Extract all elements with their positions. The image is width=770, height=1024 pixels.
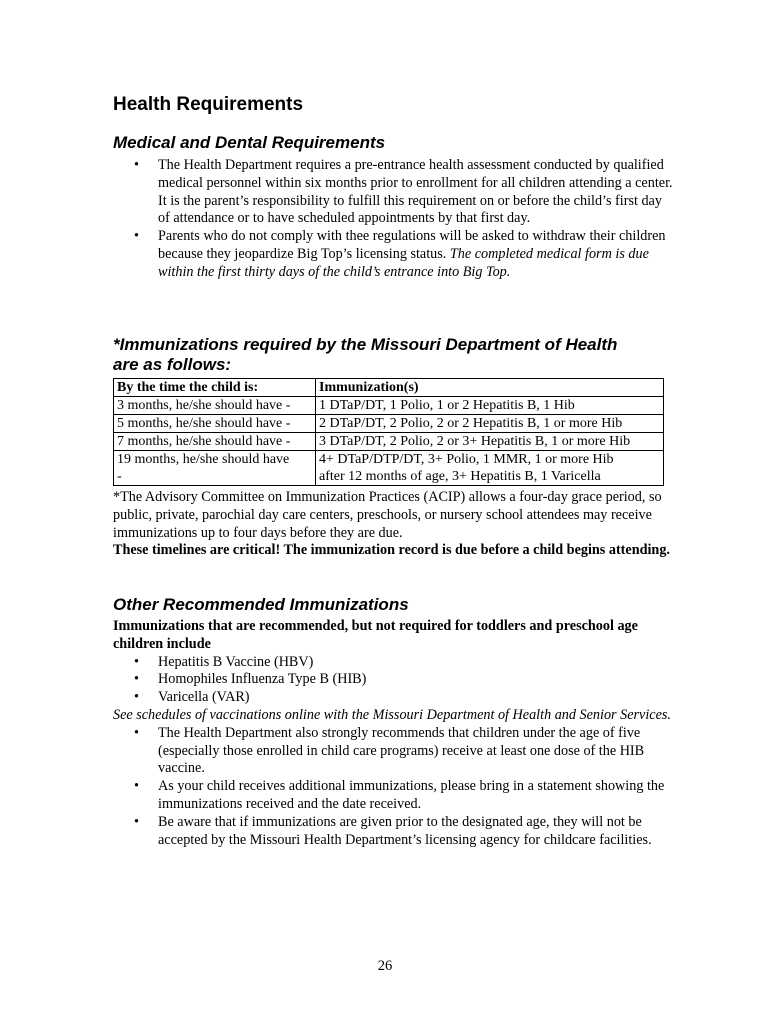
- vaccine-list: [113, 654, 673, 707]
- immunizations-heading-line2: are as follows:: [113, 355, 232, 374]
- table-row: [114, 451, 664, 486]
- column-header-age: By the time the child is:: [114, 379, 316, 397]
- bullet-icon: •: [134, 724, 139, 741]
- medical-dental-section: [113, 133, 673, 282]
- list-item: [113, 228, 673, 281]
- vaccine-name: Varicella (VAR): [158, 689, 250, 706]
- table-cell-age: 3 months, he/she should have -: [114, 397, 316, 415]
- medical-bullet-list: [113, 157, 673, 282]
- table-row: [114, 415, 664, 433]
- table-cell-immunizations-line1: 4+ DTaP/DTP/DT, 3+ Polio, 1 MMR, 1 or more Hib: [319, 452, 614, 467]
- table-cell-immunizations: 3 DTaP/DT, 2 Polio, 2 or 3+ Hepatitis B, 1 or more Hib: [316, 433, 664, 451]
- list-item-italic-text: The completed medical form is due within the first thirty days of the child’s entrance into Big Top.: [158, 245, 649, 280]
- schedule-note: See schedules of vaccinations online with the Missouri Department of Health and Senior Services.: [113, 706, 671, 723]
- table-cell-age: 5 months, he/she should have -: [114, 415, 316, 433]
- schedule-note-para: [113, 707, 673, 725]
- other-immunizations-section: [113, 595, 673, 849]
- list-item: [113, 157, 673, 228]
- list-item: [113, 814, 673, 850]
- acip-note-block: [113, 489, 673, 560]
- immunizations-section: [113, 335, 673, 375]
- other-intro: Immunizations that are recommended, but not required for toddlers and preschool age children include: [113, 618, 638, 652]
- bullet-icon: •: [134, 778, 139, 795]
- list-item: [113, 689, 673, 707]
- list-item: [113, 671, 673, 689]
- table-row: [114, 433, 664, 451]
- column-header-immunizations: Immunization(s): [316, 379, 664, 397]
- bullet-icon: •: [134, 653, 139, 670]
- immunizations-heading: [113, 335, 673, 375]
- bullet-icon: •: [134, 689, 139, 706]
- bullet-icon: •: [134, 671, 139, 688]
- immunizations-heading-line1: *Immunizations required by the Missouri Department of Health: [113, 335, 618, 354]
- table-header-row: [114, 379, 664, 397]
- list-item-text: Parents who do not comply with thee regulations will be asked to withdraw their children because they jeopardize Big Top’s licensing status.: [158, 228, 666, 262]
- table-row: [114, 397, 664, 415]
- vaccine-name: Hepatitis B Vaccine (HBV): [158, 653, 314, 670]
- list-item-text: The Health Department requires a pre-entrance health assessment conducted by qualified medical personnel within six months prior to enrollment for all children attending a center. It is the parent’s responsibility to fulfill this requirement on or before the child’s first day of attendance or to have scheduled appointments by that first day.: [158, 157, 673, 227]
- vaccine-name: Homophiles Influenza Type B (HIB): [158, 671, 367, 688]
- bullet-icon: •: [134, 228, 139, 245]
- list-item-text: As your child receives additional immunizations, please bring in a statement showing the immunizations received and the date received.: [158, 778, 665, 812]
- table-cell-age-line1: 19 months, he/she should have: [117, 452, 290, 467]
- page-number: 26: [377, 958, 393, 974]
- table-cell-immunizations-line2: after 12 months of age, 3+ Hepatitis B, 1 Varicella: [319, 469, 601, 484]
- table-cell-immunizations: 2 DTaP/DT, 2 Polio, 2 or 2 Hepatitis B, 1 or more Hib: [316, 415, 664, 433]
- immunization-table: [113, 378, 664, 486]
- table-cell-age: 7 months, he/she should have -: [114, 433, 316, 451]
- bullet-icon: •: [134, 813, 139, 830]
- list-item: [113, 654, 673, 672]
- other-bullet-list: [113, 725, 673, 850]
- list-item: [113, 725, 673, 778]
- list-item: [113, 778, 673, 814]
- table-cell-immunizations: 1 DTaP/DT, 1 Polio, 1 or 2 Hepatitis B, 1 Hib: [316, 397, 664, 415]
- list-item-text: The Health Department also strongly recommends that children under the age of five (especially those enrolled in child care programs) receive at least one dose of the HIB vaccine.: [158, 724, 645, 777]
- other-immunizations-heading: Other Recommended Immunizations: [113, 595, 409, 614]
- critical-note: These timelines are critical! The immunization record is due before a child begins attending.: [113, 542, 670, 559]
- page-title: Health Requirements: [113, 94, 304, 115]
- bullet-icon: •: [134, 157, 139, 173]
- medical-dental-heading: Medical and Dental Requirements: [113, 133, 386, 152]
- table-cell-immunizations: [316, 451, 664, 486]
- table-cell-age: [114, 451, 316, 486]
- list-item-text: Be aware that if immunizations are given prior to the designated age, they will not be accepted by the Missouri Health Department’s licensing agency for childcare facilities.: [158, 813, 652, 848]
- acip-note: *The Advisory Committee on Immunization Practices (ACIP) allows a four-day grace period, so public, private, parochial day care centers, preschools, or nursery school attendees may receive immunizations up to four days before they are due.: [113, 489, 662, 541]
- table-cell-age-line2: -: [117, 469, 122, 484]
